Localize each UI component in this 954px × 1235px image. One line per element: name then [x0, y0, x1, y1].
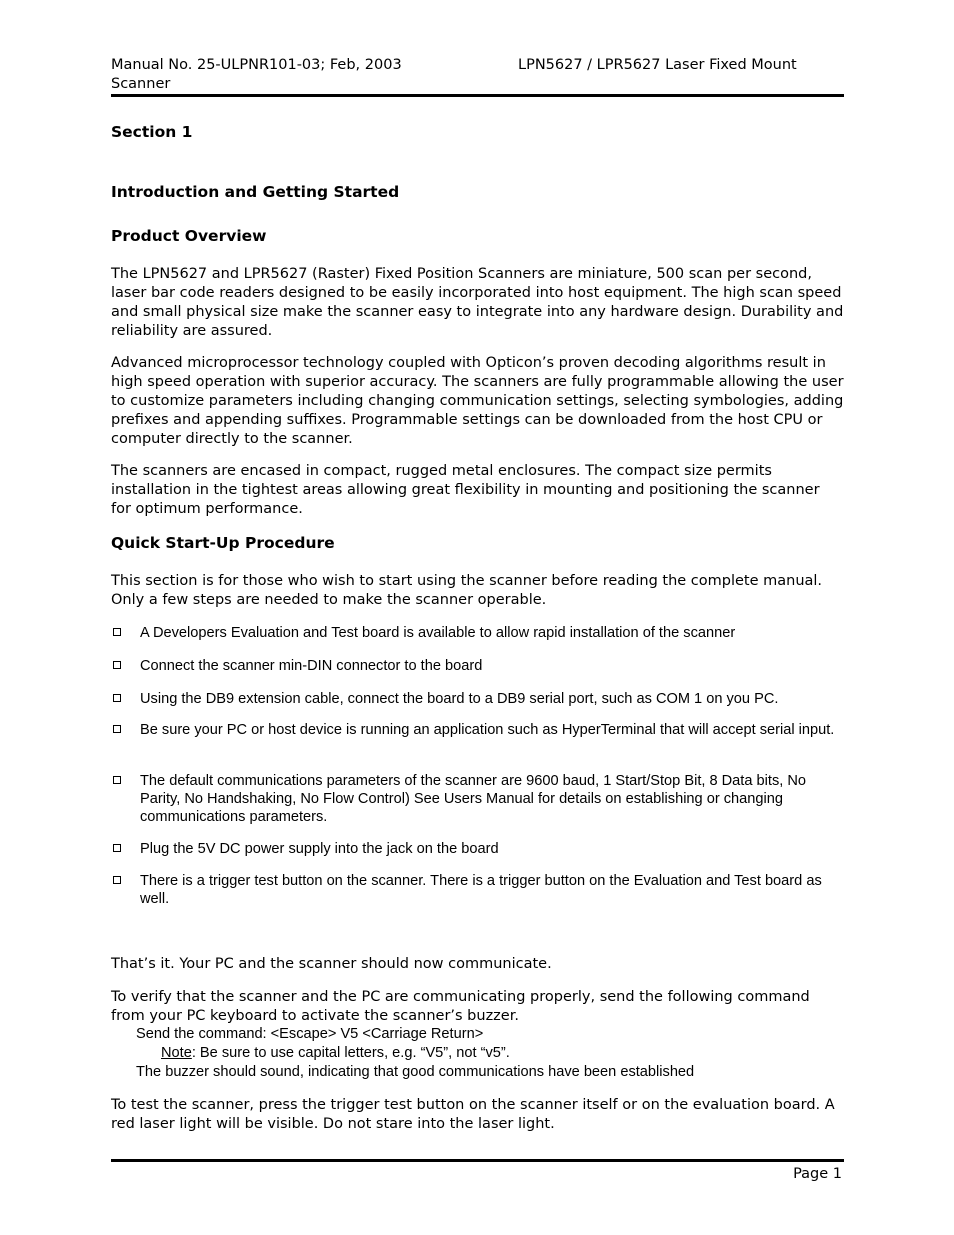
step-text: The default communications parameters of the scanner are 9600 baud, 1 Start/Stop Bit, 8 Data bits, No Parity, No Handshaking, No Flow Control) See Users Manual for details on establishing or changing communications parameters. — [140, 773, 807, 825]
quick-start-heading: Quick Start-Up Procedure — [111, 534, 335, 552]
header-manual-line1: Manual No. 25-ULPNR101-03; Feb, 2003 — [111, 57, 402, 73]
section-title: Introduction and Getting Started — [111, 183, 400, 201]
checkbox-bullet-icon — [113, 776, 121, 784]
verify-intro-text: To verify that the scanner and the PC are communicating properly, send the following command from your PC keyboard to activate the scanner’s buzzer. — [111, 989, 810, 1024]
page-header — [111, 56, 844, 96]
note-text: : Be sure to use capital letters, e.g. “V5”, not “v5”. — [191, 1045, 510, 1061]
checkbox-bullet-icon — [113, 661, 121, 669]
quick-start-intro: This section is for those who wish to start using the scanner before reading the complete manual. Only a few steps are needed to make the scanner operable. — [111, 573, 823, 608]
checkbox-bullet-icon — [113, 628, 121, 636]
note-label: Note — [161, 1045, 192, 1061]
overview-paragraph-1: The LPN5627 and LPR5627 (Raster) Fixed Position Scanners are miniature, 500 scan per second, laser bar code readers designed to be easily incorporated into host equipment. The high scan speed and small physical size make the scanner easy to integrate into any hardware design. Durability and reliability are assured. — [111, 266, 844, 339]
test-scanner-text: To test the scanner, press the trigger test button on the scanner itself or on the evaluation board. A red laser light will be visible. Do not stare into the laser light. — [111, 1097, 835, 1132]
step-text: Plug the 5V DC power supply into the jack on the board — [140, 841, 499, 857]
thats-it-text: That’s it. Your PC and the scanner should now communicate. — [111, 956, 552, 972]
buzzer-text: The buzzer should sound, indicating that good communications have been established — [136, 1064, 695, 1080]
header-product-title: LPN5627 / LPR5627 Laser Fixed Mount — [518, 57, 797, 73]
section-label: Section 1 — [111, 123, 193, 141]
step-text: Be sure your PC or host device is running an application such as HyperTerminal that will accept serial input. — [140, 722, 835, 738]
step-text: A Developers Evaluation and Test board is available to allow rapid installation of the scanner — [140, 625, 736, 641]
send-command-text: Send the command: <Escape> V5 <Carriage Return> — [136, 1026, 484, 1042]
footer-rule — [111, 1159, 844, 1162]
checkbox-bullet-icon — [113, 694, 121, 702]
checkbox-bullet-icon — [113, 876, 121, 884]
command-block — [111, 1025, 844, 1082]
product-overview-heading: Product Overview — [111, 227, 267, 245]
page-number: Page 1 — [793, 1166, 842, 1182]
step-text: There is a trigger test button on the scanner. There is a trigger button on the Evaluation and Test board as well. — [140, 873, 822, 907]
checkbox-bullet-icon — [113, 844, 121, 852]
document-page — [111, 56, 844, 1182]
header-manual-line2: Scanner — [111, 76, 171, 92]
header-manual-number — [111, 56, 411, 94]
checkbox-bullet-icon — [113, 725, 121, 733]
overview-paragraph-3: The scanners are encased in compact, rugged metal enclosures. The compact size permits installation in the tightest areas allowing great flexibility in mounting and positioning the scanner for optimum performance. — [111, 463, 820, 517]
step-text: Using the DB9 extension cable, connect the board to a DB9 serial port, such as COM 1 on you PC. — [140, 691, 779, 707]
step-text: Connect the scanner min-DIN connector to the board — [140, 658, 483, 674]
note-line — [111, 1044, 844, 1063]
header-rule — [111, 94, 844, 97]
overview-paragraph-2: Advanced microprocessor technology coupled with Opticon’s proven decoding algorithms result in high speed operation with superior accuracy. The scanners are fully programmable allowing the user to customize parameters including changing communication settings, selecting symbologies, adding prefixes and appending suffixes. Programmable settings can be downloaded from the host CPU or computer directly to the scanner. — [111, 355, 844, 447]
